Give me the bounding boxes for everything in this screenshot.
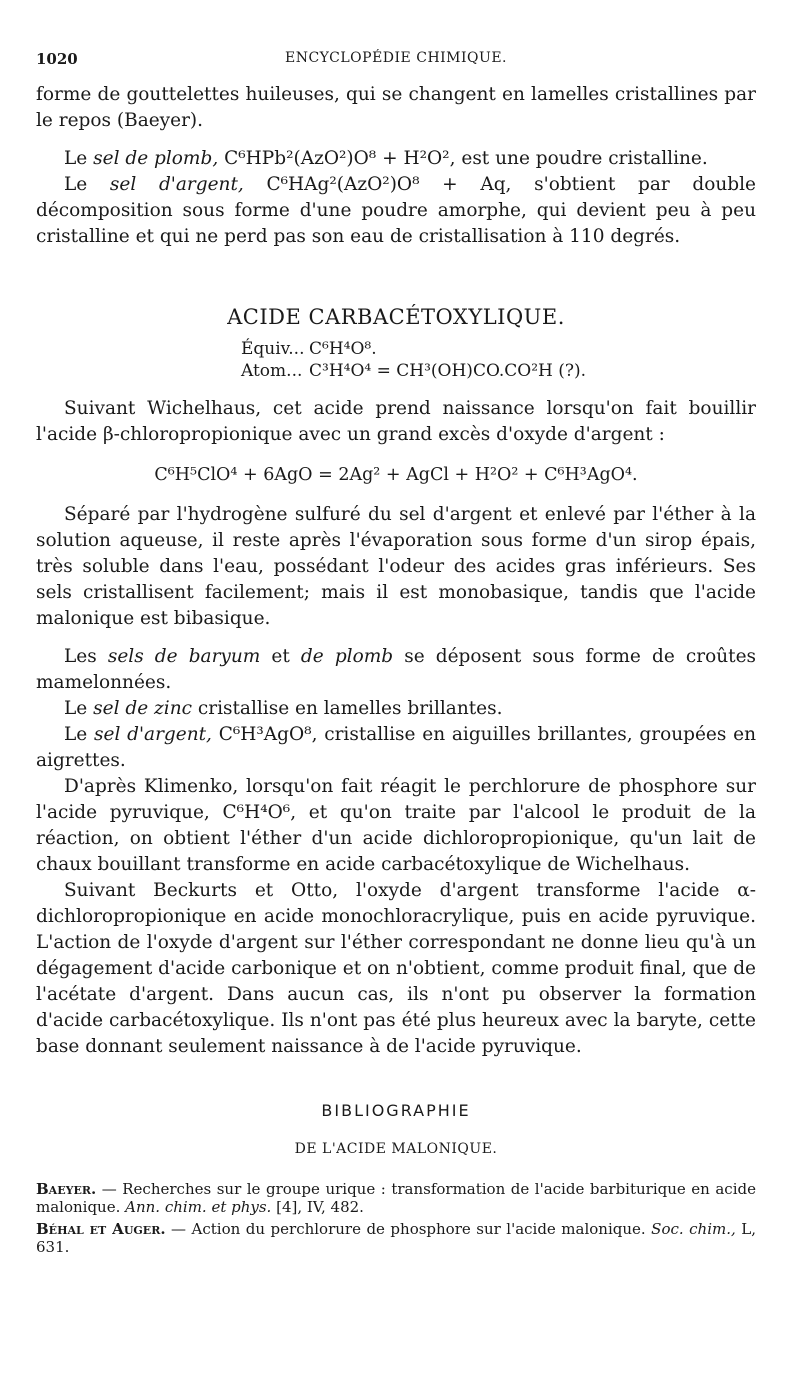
page-header xyxy=(36,50,756,72)
bibliography-title: BIBLIOGRAPHIE xyxy=(321,1101,471,1120)
atom-row xyxy=(241,360,756,382)
formula-block xyxy=(241,338,756,382)
paragraph-beckurts-otto: Suivant Beckurts et Otto, l'oxyde d'argent transforme l'acide α-dichloropropionique en acide monochloracrylique, puis en acide pyruvique. L'action de l'oxyde d'argent sur l'éther correspondant ne donne lieu qu'à un dégagement d'acide carbonique et on n'obtient, comme produit final, que de l'acétate d'argent. Dans aucun cas, ils n'ont pu observer la formation d'acide carbacétoxylique. Ils n'ont pas été plus heureux avec la baryte, cette base donnant seulement naissance à de l'acide pyruvique. xyxy=(36,880,756,1057)
equiv-label: Équiv... xyxy=(241,339,305,359)
equiv-row xyxy=(241,338,756,360)
section-title: ACIDE CARBACÉTOXYLIQUE. xyxy=(227,305,565,329)
formula-silver-salt: C⁶HAg²(AzO²)O⁸ + Aq, xyxy=(243,174,512,195)
bib-author: Béhal et Auger. xyxy=(36,1220,166,1238)
paragraph-lead-salt: Le sel de plomb, C⁶HPb²(AzO²)O⁸ + H²O², est une poudre cristalline. xyxy=(64,148,708,169)
bibliography-entry: Baeyer. — Recherches sur le groupe urique : transformation de l'acide barbiturique en acide malonique. Ann. chim. et phys. [4], IV, 482. xyxy=(36,1180,756,1216)
bibliography-list xyxy=(36,1180,756,1256)
atom-formula: C³H⁴O⁴ = CH³(OH)CO.CO²H (?). xyxy=(309,361,587,381)
atom-label: Atom... xyxy=(241,361,303,381)
bib-author: Baeyer. xyxy=(36,1180,97,1198)
paragraph-continuation: forme de gouttelettes huileuses, qui se changent en lamelles cristallines par le repos (Baeyer). xyxy=(36,84,756,131)
reaction-equation: C⁶H⁵ClO⁴ + 6AgO = 2Ag² + AgCl + H²O² + C⁶H³AgO⁴. xyxy=(154,465,638,485)
paragraph-zinc-salt: Le sel de zinc cristallise en lamelles brillantes. xyxy=(64,698,503,719)
bibliography-entry: Béhal et Auger. — Action du perchlorure de phosphore sur l'acide malonique. Soc. chim., L, 631. xyxy=(36,1220,756,1256)
page-number: 1020 xyxy=(36,50,78,68)
paragraph-silver-salt-2: Le sel d'argent, C⁶H³AgO⁸, cristallise en aiguilles brillantes, groupées en aigrettes. xyxy=(36,724,756,771)
bibliography-subtitle: DE L'ACIDE MALONIQUE. xyxy=(294,1141,498,1157)
running-head: ENCYCLOPÉDIE CHIMIQUE. xyxy=(285,50,507,66)
paragraph-klimenko: D'après Klimenko, lorsqu'on fait réagit le perchlorure de phosphore sur l'acide pyruvique, C⁶H⁴O⁶, et qu'on traite par l'alcool le produit de la réaction, on obtient l'éther d'un acide dichloropropionique, qu'un lait de chaux bouillant transforme en acide carbacétoxylique de Wichelhaus. xyxy=(36,776,756,875)
paragraph-wichelhaus: Suivant Wichelhaus, cet acide prend naissance lorsqu'on fait bouillir l'acide β-chloropropionique avec un grand excès d'oxyde d'argent : xyxy=(36,398,756,445)
page-body xyxy=(36,82,756,1260)
formula-lead-salt: C⁶HPb²(AzO²)O⁸ + H²O², xyxy=(218,148,456,169)
paragraph-separation: Séparé par l'hydrogène sulfuré du sel d'argent et enlevé par l'éther à la solution aqueuse, il reste après l'évaporation sous forme d'un sirop épais, très soluble dans l'eau, possédant l'odeur des acides gras inférieurs. Ses sels cristallisent facilement; mais il est monobasique, tandis que l'acide malonique est bibasique. xyxy=(36,504,756,629)
paragraph-baryum-salts: Les sels de baryum et de plomb se déposent sous forme de croûtes mamelonnées. xyxy=(36,646,757,693)
paragraph-silver-salt: Le sel d'argent, C⁶HAg²(AzO²)O⁸ + Aq, s'obtient par double décomposition sous forme d'une poudre amorphe, qui devient peu à peu cristalline et qui ne perd pas son eau de cristallisation à 110 degrés. xyxy=(36,174,756,247)
equiv-formula: C⁶H⁴O⁸. xyxy=(309,339,377,359)
